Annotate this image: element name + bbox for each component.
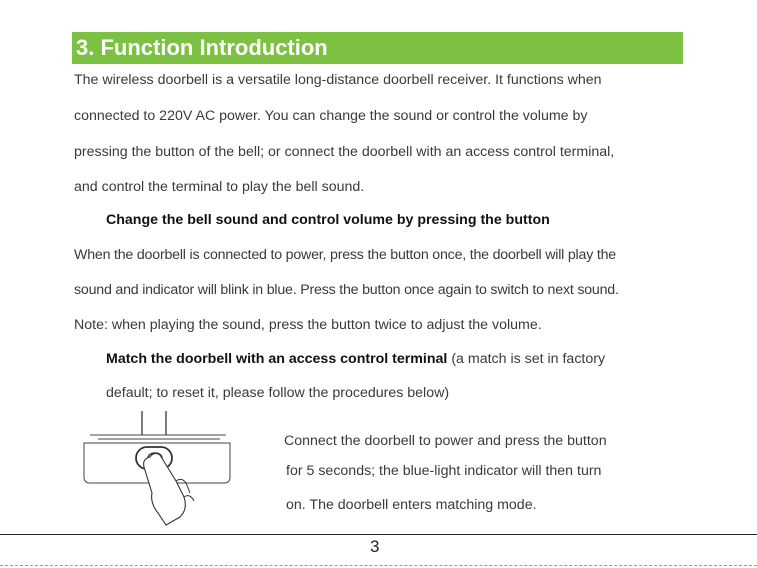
step-line-3: on. The doorbell enters matching mode.	[286, 497, 537, 513]
page-number: 3	[370, 537, 380, 556]
step-line-2: for 5 seconds; the blue-light indicator will then turn	[286, 463, 602, 479]
intro-line-1: The wireless doorbell is a versatile long-distance doorbell receiver. It functions when	[74, 72, 602, 88]
match-heading-suffix: (a match is set in factory	[451, 351, 606, 367]
intro-line-4: and control the terminal to play the bell sound.	[74, 179, 365, 195]
change-sound-note: Note: when playing the sound, press the button twice to adjust the volume.	[74, 317, 542, 333]
footer-divider	[0, 534, 757, 535]
intro-line-2: connected to 220V AC power. You can change the sound or control the volume by	[74, 108, 588, 124]
page-bottom-dashed-edge	[0, 565, 757, 566]
step-line-1: Connect the doorbell to power and press the button	[284, 433, 607, 449]
section-header-banner	[72, 32, 683, 64]
subsection-heading-change-sound: Change the bell sound and control volume by pressing the button	[106, 212, 550, 228]
section-title: 3. Function Introduction	[76, 35, 328, 60]
doorbell-press-illustration	[80, 405, 232, 527]
match-line-2: default; to reset it, please follow the procedures below)	[106, 385, 450, 401]
change-sound-line-2: sound and indicator will blink in blue. Press the button once again to switch to next sound.	[74, 282, 619, 298]
subsection-heading-match-line	[106, 351, 605, 367]
change-sound-line-1: When the doorbell is connected to power, press the button once, the doorbell will play the	[74, 247, 616, 263]
intro-line-3: pressing the button of the bell; or connect the doorbell with an access control terminal,	[74, 144, 615, 160]
subsection-heading-match: Match the doorbell with an access control terminal	[106, 351, 448, 367]
